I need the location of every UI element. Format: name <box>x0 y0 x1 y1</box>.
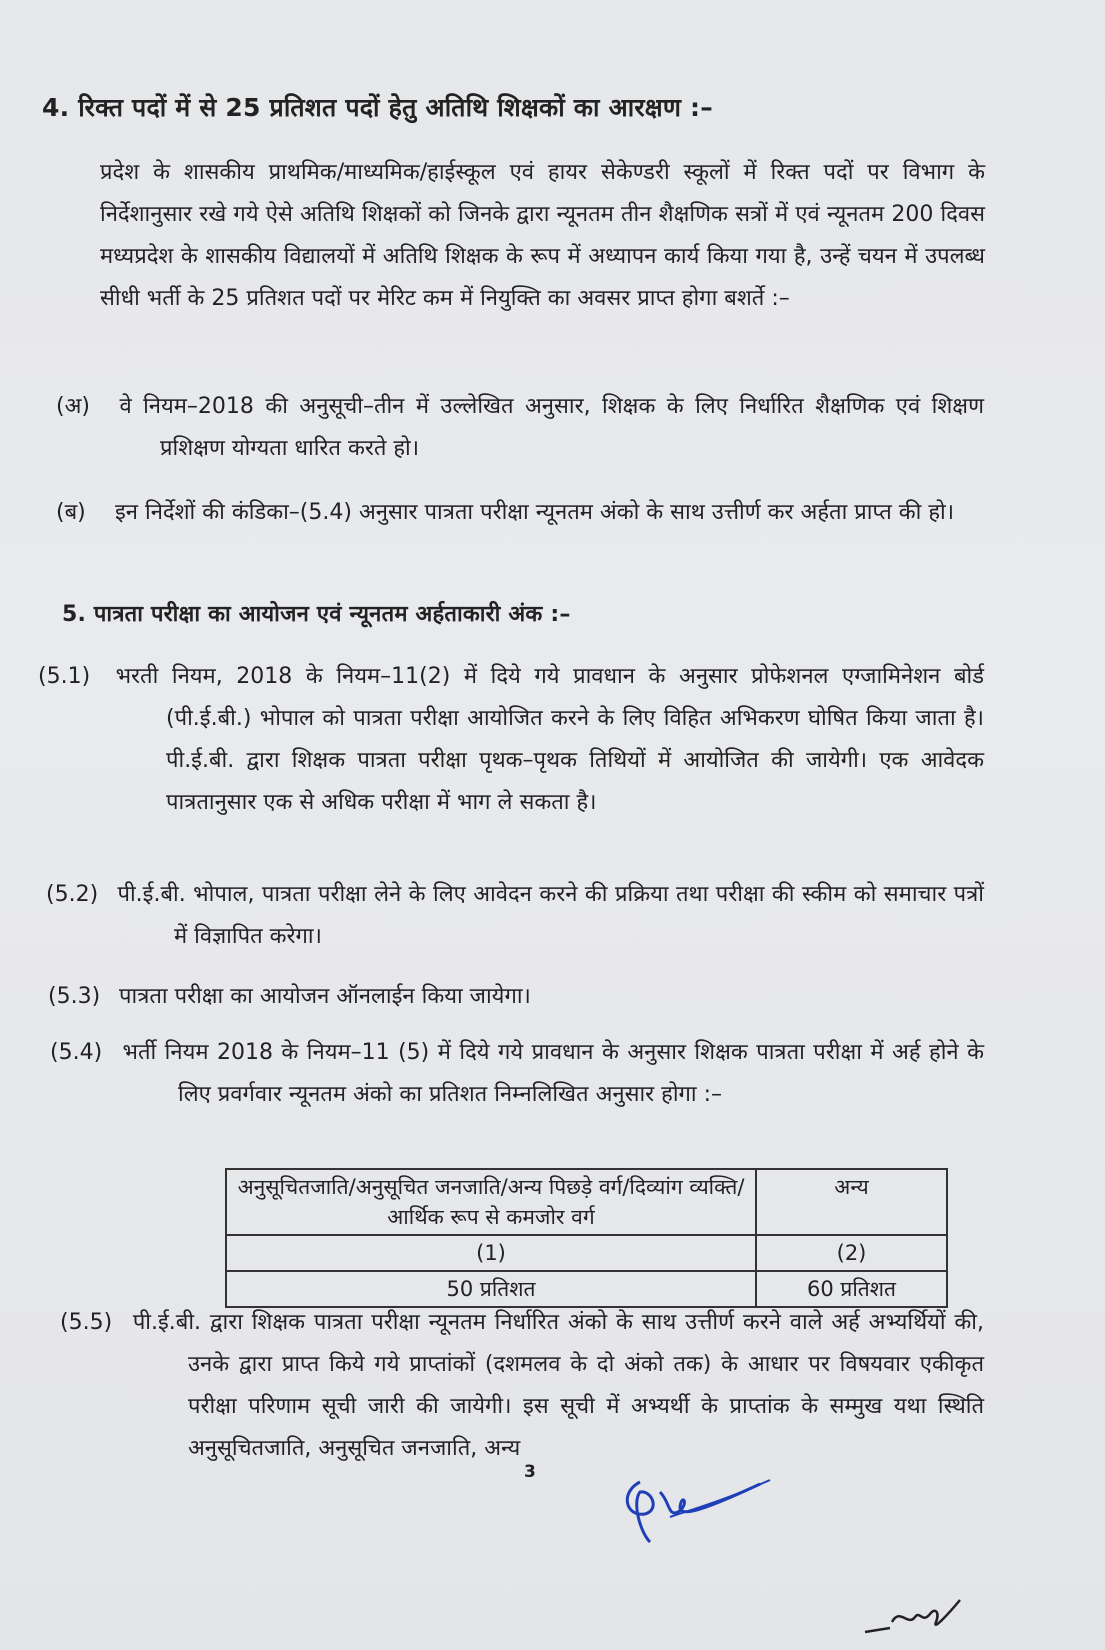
page-number: 3 <box>524 1462 536 1482</box>
item-text: पात्रता परीक्षा का आयोजन ऑनलाईन किया जायेगा। <box>119 984 531 1009</box>
table-header-cell: अन्य <box>756 1169 947 1235</box>
table-cell: 50 प्रतिशत <box>226 1271 756 1307</box>
item-text: भरती नियम, 2018 के नियम–11(2) में दिये गये प्रावधान के अनुसार प्रोफेशनल एग्जामिनेशन बोर्ड (पी.ई.बी.) भोपाल को पात्रता परीक्षा आयोजित करने के लिए विहित अभिकरण घोषित किया जाता है। पी.ई.बी. द्वारा शिक्षक पात्रता परीक्षा पृथक–पृथक तिथियों में आयोजित की जायेगी। एक आवेदक पात्रतानुसार एक से अधिक परीक्षा में भाग ले सकता है। <box>115 664 985 815</box>
table-cell: 60 प्रतिशत <box>756 1271 947 1307</box>
section-5-item-5-3: (5.3) पात्रता परीक्षा का आयोजन ऑनलाईन किया जायेगा। <box>48 984 531 1009</box>
table-cell: (2) <box>756 1235 947 1271</box>
section-5-item-5-4: (5.4) भर्ती नियम 2018 के नियम–11 (5) में दिये गये प्रावधान के अनुसार शिक्षक पात्रता परीक्षा में अर्ह होने के लिए प्रवर्गवार न्यूनतम अंको का प्रतिशत निम्नलिखित अनुसार होगा :– <box>50 1040 984 1107</box>
table-row <box>226 1169 947 1235</box>
section-5-item-5-1: (5.1) भरती नियम, 2018 के नियम–11(2) में दिये गये प्रावधान के अनुसार प्रोफेशनल एग्जामिनेशन बोर्ड (पी.ई.बी.) भोपाल को पात्रता परीक्षा आयोजित करने के लिए विहित अभिकरण घोषित किया जाता है। पी.ई.बी. द्वारा शिक्षक पात्रता परीक्षा पृथक–पृथक तिथियों में आयोजित की जायेगी। एक आवेदक पात्रतानुसार एक से अधिक परीक्षा में भाग ले सकता है। <box>38 664 985 815</box>
section-5-item-5-2: (5.2) पी.ई.बी. भोपाल, पात्रता परीक्षा लेने के लिए आवेदन करने की प्रक्रिया तथा परीक्षा की स्कीम को समाचार पत्रों में विज्ञापित करेगा। <box>46 882 984 949</box>
qualifying-marks-table <box>225 1168 948 1308</box>
signature-mark <box>610 1462 780 1552</box>
item-text: पी.ई.बी. द्वारा शिक्षक पात्रता परीक्षा न्यूनतम निर्धारित अंको के साथ उत्तीर्ण करने वाले अर्ह अभ्यर्थियों की, उनके द्वारा प्राप्त किये गये प्राप्तांकों (दशमलव के दो अंको तक) के आधार पर विषयवार एकीकृत परीक्षा परिणाम सूची जारी की जायेगी। इस सूची में अभ्यर्थी के प्राप्तांक के सम्मुख यथा स्थिति अनुसूचितजाति, अनुसूचित जनजाति, अन्य <box>132 1310 984 1461</box>
section-4-heading: 4. रिक्त पदों में से 25 प्रतिशत पदों हेतु अतिथि शिक्षकों का आरक्षण :– <box>42 93 713 122</box>
item-text: भर्ती नियम 2018 के नियम–11 (5) में दिये गये प्रावधान के अनुसार शिक्षक पात्रता परीक्षा में अर्ह होने के लिए प्रवर्गवार न्यूनतम अंको का प्रतिशत निम्नलिखित अनुसार होगा :– <box>122 1040 984 1107</box>
table-header-cell: अनुसूचितजाति/अनुसूचित जनजाति/अन्य पिछड़े वर्ग/दिव्यांग व्यक्ति/आर्थिक रूप से कमजोर वर्ग <box>226 1169 756 1235</box>
table-row <box>226 1235 947 1271</box>
item-text: पी.ई.बी. भोपाल, पात्रता परीक्षा लेने के लिए आवेदन करने की प्रक्रिया तथा परीक्षा की स्कीम को समाचार पत्रों में विज्ञापित करेगा। <box>117 882 984 949</box>
section-5-item-5-5: (5.5) पी.ई.बी. द्वारा शिक्षक पात्रता परीक्षा न्यूनतम निर्धारित अंको के साथ उत्तीर्ण करने वाले अर्ह अभ्यर्थियों की, उनके द्वारा प्राप्त किये गये प्राप्तांकों (दशमलव के दो अंको तक) के आधार पर विषयवार एकीकृत परीक्षा परिणाम सूची जारी की जायेगी। इस सूची में अभ्यर्थी के प्राप्तांक के सम्मुख यथा स्थिति अनुसूचितजाति, अनुसूचित जनजाति, अन्य <box>60 1310 984 1461</box>
section-5-heading: 5. पात्रता परीक्षा का आयोजन एवं न्यूनतम अर्हताकारी अंक :– <box>62 602 571 627</box>
table-cell: (1) <box>226 1235 756 1271</box>
section-4-item-b: (ब) इन निर्देशों की कंडिका–(5.4) अनुसार पात्रता परीक्षा न्यूनतम अंको के साथ उत्तीर्ण कर अर्हता प्राप्त की हो। <box>56 500 955 525</box>
item-text: वे नियम–2018 की अनुसूची–तीन में उल्लेखित अनुसार, शिक्षक के लिए निर्धारित शैक्षणिक एवं शिक्षण प्रशिक्षण योग्यता धारित करते हो। <box>119 394 984 461</box>
initials-mark <box>860 1592 970 1642</box>
item-text: इन निर्देशों की कंडिका–(5.4) अनुसार पात्रता परीक्षा न्यूनतम अंको के साथ उत्तीर्ण कर अर्हता प्राप्त की हो। <box>115 500 955 525</box>
section-4-item-a: (अ) वे नियम–2018 की अनुसूची–तीन में उल्लेखित अनुसार, शिक्षक के लिए निर्धारित शैक्षणिक एवं शिक्षण प्रशिक्षण योग्यता धारित करते हो। <box>56 394 984 461</box>
section-4-body: प्रदेश के शासकीय प्राथमिक/माध्यमिक/हाईस्कूल एवं हायर सेकेण्डरी स्कूलों में रिक्त पदों पर विभाग के निर्देशानुसार रखे गये ऐसे अतिथि शिक्षकों को जिनके द्वारा न्यूनतम तीन शैक्षणिक सत्रों में एवं न्यूनतम 200 दिवस मध्यप्रदेश के शासकीय विद्यालयों में अतिथि शिक्षक के रूप में अध्यापन कार्य किया गया है, उन्हें चयन में उपलब्ध सीधी भर्ती के 25 प्रतिशत पदों पर मेरिट कम में नियुक्ति का अवसर प्राप्त होगा बशर्ते :– <box>100 160 985 311</box>
